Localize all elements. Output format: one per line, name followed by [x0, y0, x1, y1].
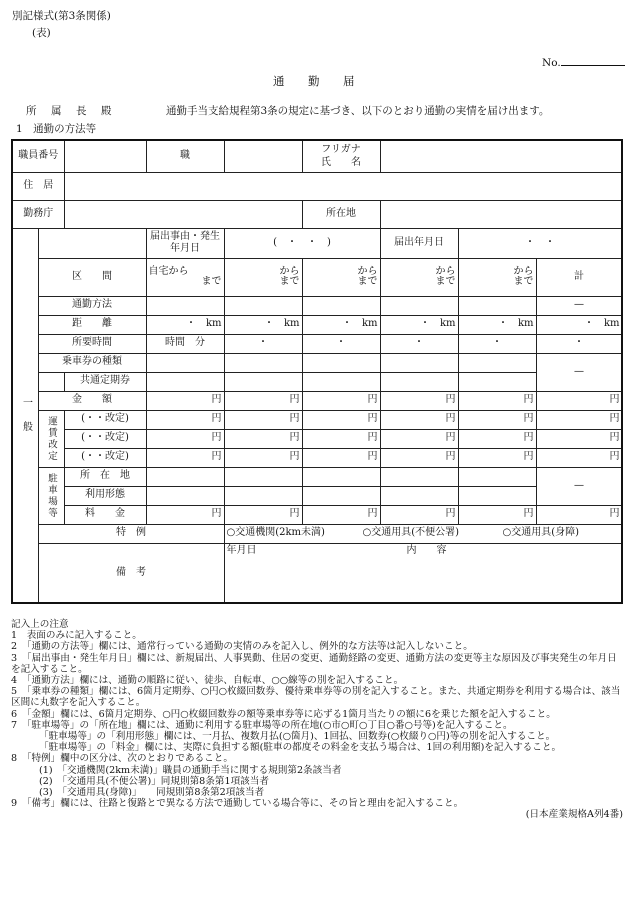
employee-no-label: 職員番号 — [12, 140, 64, 172]
method-total: — — [536, 296, 622, 315]
number-field[interactable]: No. — [542, 57, 625, 69]
reason-label: 届出事由・発生年月日 — [146, 228, 224, 258]
parking-usage-label: 利用形態 — [64, 486, 146, 505]
total-label: 計 — [536, 258, 622, 296]
office-address-label: 所在地 — [302, 200, 380, 228]
general-label: 一 般 — [12, 228, 38, 603]
special-opt-2[interactable]: ○交通用具(不便公署) — [362, 527, 460, 539]
time-label: 所要時間 — [38, 334, 146, 353]
fare-revision-label: 運賃改定 — [38, 410, 64, 467]
notes: 記入上の注意 1 表面のみに記入すること。 2 「通勤の方法等」欄には、通常行っている通勤の実情のみを記入し、例外的な方法等は記入しないこと。 3 「届出事由・発生年月日」欄には、新規届出、人事異動、住居の変更、通勤経路の変更、通勤方法の変更等主な原因及び事実発生の年月日を記入すること。 4 「通勤方法」欄には、通勤の順路に従い、徒歩、自転車、○○線等の別を記入すること。 5 「乗車券の種類」欄には、6箇月定期券、○円○枚綴回数券、優待乗車券等の別を記入すること。また、共通定期券を利用する場合は、該当区間に丸数字を記入すること。 6 「金額」欄には、6箇月定期券、○円○枚綴回数券の額等乗車券等に応ずる1箇月当たりの額に6を乗じた額を記入すること。 7 「駐車場等」の「所在地」欄には、通勤に利用する駐車場等の所在地(○市○町○丁目○番○号等)を記入すること。 「駐車場等」の「利用形態」欄には、一月払、複数月払(○箇月)、1回払、回数券(○枚綴り○円)等の別を記入すること。 「駐車場等」の「料金」欄には、実際に負担する額(駐車の都度その料金を支払う場合は、1回の利用額)を記入すること。 8 「特例」欄中の区分は、次のとおりであること。 (1) 「交通機関(2km未満)」職員の通勤手当に関する規則第2条該当者 (2) 「交通用具(不便公署)」同規則第8条第1項該当者 (3) 「交通用具(身障)」 同規則第8条第2項該当者 9 「備考」欄には、往路と復路とで異なる方法で通勤している場合等に、その旨と理由を記入すること。 (日本産業規格A列4番) — [11, 619, 623, 821]
commute-form-table: 職員番号 職 フリガナ 氏 名 住 居 勤務庁 所在地 一 般 届出事由・発生年月日 ( ・ ・ ) 届出年月日 ・ ・ 区 間 自宅から まで から まで から まで から まで から まで 計 通勤方法 — 距 離 ・ km ・ km ・ km ・ km ・ km ・ km 所要時間 時間 分 ・ ・ ・ ・ ・ 乗車券の種類 — 共通定期券 金 額 円 円 円 円 円 円 運賃改定 (・・改定) 円 円 円 円 円 円 (・・改定) 円 円 円 円 円 円 (・・改定) 円 円 円 円 円 円 駐車場等 所 在 地 — 利用形態 料 金 円 円 円 円 円 円 特 例 ○交通機関(2km未満) ○交通用具(不便公署) ○交通用具(身障) 備 考 年月日 内 容 — [11, 139, 623, 604]
section-cell-4[interactable]: から まで — [380, 258, 458, 296]
section-label: 区 間 — [38, 258, 146, 296]
revision-1[interactable]: (・・改定) — [64, 410, 146, 429]
special-label: 特 例 — [38, 524, 224, 543]
office-label: 勤務庁 — [12, 200, 64, 228]
position-field[interactable] — [224, 140, 302, 172]
section-cell-1[interactable]: 自宅から まで — [146, 258, 224, 296]
form-label: 別記様式(第3条関係) — [12, 10, 111, 22]
filing-date-field[interactable]: ・ ・ — [458, 228, 622, 258]
filing-date-label: 届出年月日 — [380, 228, 458, 258]
amount-label: 金 額 — [38, 391, 146, 410]
page-title: 通 勤 届 — [273, 74, 361, 88]
section-cell-2[interactable]: から まで — [224, 258, 302, 296]
parking-fee-label: 料 金 — [64, 505, 146, 524]
position-label: 職 — [146, 140, 224, 172]
address-label: 住 居 — [12, 172, 64, 200]
side-label: (表) — [32, 27, 51, 39]
section-heading: 1 通勤の方法等 — [16, 123, 97, 135]
remarks-label: 備 考 — [38, 543, 224, 603]
notes-title: 記入上の注意 — [11, 619, 69, 630]
addressee: 所 属 長 殿 — [26, 105, 114, 117]
distance-label: 距 離 — [38, 315, 146, 334]
section-cell-5[interactable]: から まで — [458, 258, 536, 296]
revision-3[interactable]: (・・改定) — [64, 448, 146, 467]
paper-size-note: (日本産業規格A列4番) — [525, 809, 623, 821]
ticket-type-label: 乗車券の種類 — [38, 353, 146, 372]
common-pass-label: 共通定期券 — [64, 372, 146, 391]
method-label: 通勤方法 — [38, 296, 146, 315]
special-options[interactable] — [224, 524, 622, 543]
employee-no-field[interactable] — [64, 140, 146, 172]
office-field[interactable] — [64, 200, 302, 228]
section-cell-3[interactable]: から まで — [302, 258, 380, 296]
special-opt-3[interactable]: ○交通用具(身障) — [502, 527, 580, 539]
statement: 通勤手当支給規程第3条の規定に基づき、以下のとおり通勤の実情を届け出ます。 — [166, 105, 550, 117]
name-field[interactable] — [380, 140, 622, 172]
address-field[interactable] — [64, 172, 622, 200]
parking-label: 駐車場等 — [38, 467, 64, 524]
remarks-field[interactable]: 年月日 内 容 — [224, 543, 622, 603]
reason-date-field[interactable]: ( ・ ・ ) — [224, 228, 380, 258]
revision-2[interactable]: (・・改定) — [64, 429, 146, 448]
parking-location-label: 所 在 地 — [64, 467, 146, 486]
special-opt-1[interactable]: ○交通機関(2km未満) — [226, 527, 325, 539]
name-label: フリガナ 氏 名 — [302, 140, 380, 172]
office-address-field[interactable] — [380, 200, 622, 228]
